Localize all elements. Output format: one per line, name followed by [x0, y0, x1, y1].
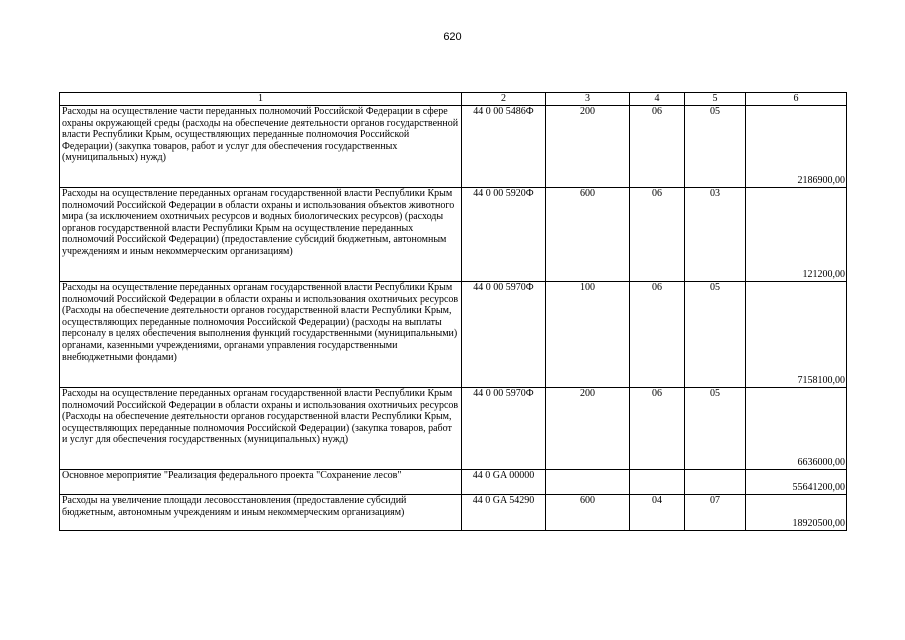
- row-rz: 06: [630, 106, 685, 188]
- row-description: Расходы на осуществление переданных органам государственной власти Республики Крым полномочий Российской Федерации в области охраны и использования охотничьих ресурсов (Расходы на обеспечение деятельности органов государственной власти Республики Крым, осуществляющих переданные полномочия Российской Федерации) (закупка товаров, работ и услуг для обеспечения государственных (муниципальных) нужд): [60, 388, 462, 470]
- row-sum: 55641200,00: [746, 470, 847, 495]
- row-vr: 200: [546, 388, 630, 470]
- row-description: Расходы на осуществление переданных органам государственной власти Республики Крым полномочий Российской Федерации в области охраны и использования охотничьих ресурсов (Расходы на обеспечение деятельности органов государственной власти Республики Крым, осуществляющих переданные полномочия Российской Федерации) (расходы на выплаты персоналу в целях обеспечения выполнения функций государственными (муниципальными) органами, казенными учреждениями, органами управления государственными внебюджетными фондами): [60, 282, 462, 388]
- row-rz: 06: [630, 282, 685, 388]
- row-description: Расходы на увеличение площади лесовосстановления (предоставление субсидий бюджетным, автономным учреждениям и иным некоммерческим организациям): [60, 495, 462, 531]
- row-vr: 600: [546, 188, 630, 282]
- row-code: 44 0 00 5920Ф: [462, 188, 546, 282]
- row-rz: 06: [630, 388, 685, 470]
- header-cell: 2: [462, 93, 546, 106]
- table-row: [60, 282, 847, 388]
- row-sum: 6636000,00: [746, 388, 847, 470]
- row-pr: 07: [685, 495, 746, 531]
- row-code: 44 0 GA 54290: [462, 495, 546, 531]
- table-row: [60, 495, 847, 531]
- row-sum: 121200,00: [746, 188, 847, 282]
- row-vr: 100: [546, 282, 630, 388]
- table-row: [60, 188, 847, 282]
- row-description: Расходы на осуществление переданных органам государственной власти Республики Крым полномочий Российской Федерации в области охраны и использования объектов животного мира (за исключением охотничьих ресурсов и водных биологических ресурсов) (расходы органов государственной власти Республики Крым на осуществление переданных полномочий Российской Федерации) (предоставление субсидий бюджетным, автономным учреждениям и иным некоммерческим организациям): [60, 188, 462, 282]
- header-cell: 5: [685, 93, 746, 106]
- row-pr: 05: [685, 282, 746, 388]
- row-rz: 06: [630, 188, 685, 282]
- row-pr: 03: [685, 188, 746, 282]
- row-vr: 600: [546, 495, 630, 531]
- row-vr: 200: [546, 106, 630, 188]
- row-code: 44 0 GA 00000: [462, 470, 546, 495]
- row-description: Основное мероприятие "Реализация федерального проекта "Сохранение лесов": [60, 470, 462, 495]
- page-number: 620: [443, 31, 462, 43]
- row-code: 44 0 00 5970Ф: [462, 388, 546, 470]
- header-cell: 6: [746, 93, 847, 106]
- row-pr: 05: [685, 388, 746, 470]
- row-pr: 05: [685, 106, 746, 188]
- header-cell: 1: [60, 93, 462, 106]
- row-rz: [630, 470, 685, 495]
- table-row: [60, 388, 847, 470]
- table-row: [60, 106, 847, 188]
- row-code: 44 0 00 5486Ф: [462, 106, 546, 188]
- row-code: 44 0 00 5970Ф: [462, 282, 546, 388]
- row-rz: 04: [630, 495, 685, 531]
- row-vr: [546, 470, 630, 495]
- row-sum: 7158100,00: [746, 282, 847, 388]
- budget-table: [59, 92, 847, 531]
- row-description: Расходы на осуществление части переданных полномочий Российской Федерации в сфере охраны окружающей среды (расходы на обеспечение деятельности органов государственной власти Республики Крым, осуществляющих переданные полномочия Российской Федерации) (закупка товаров, работ и услуг для обеспечения государственных (муниципальных) нужд): [60, 106, 462, 188]
- header-cell: 3: [546, 93, 630, 106]
- row-sum: 2186900,00: [746, 106, 847, 188]
- row-sum: 18920500,00: [746, 495, 847, 531]
- header-cell: 4: [630, 93, 685, 106]
- table-row: [60, 470, 847, 495]
- header-row: [60, 93, 847, 106]
- row-pr: [685, 470, 746, 495]
